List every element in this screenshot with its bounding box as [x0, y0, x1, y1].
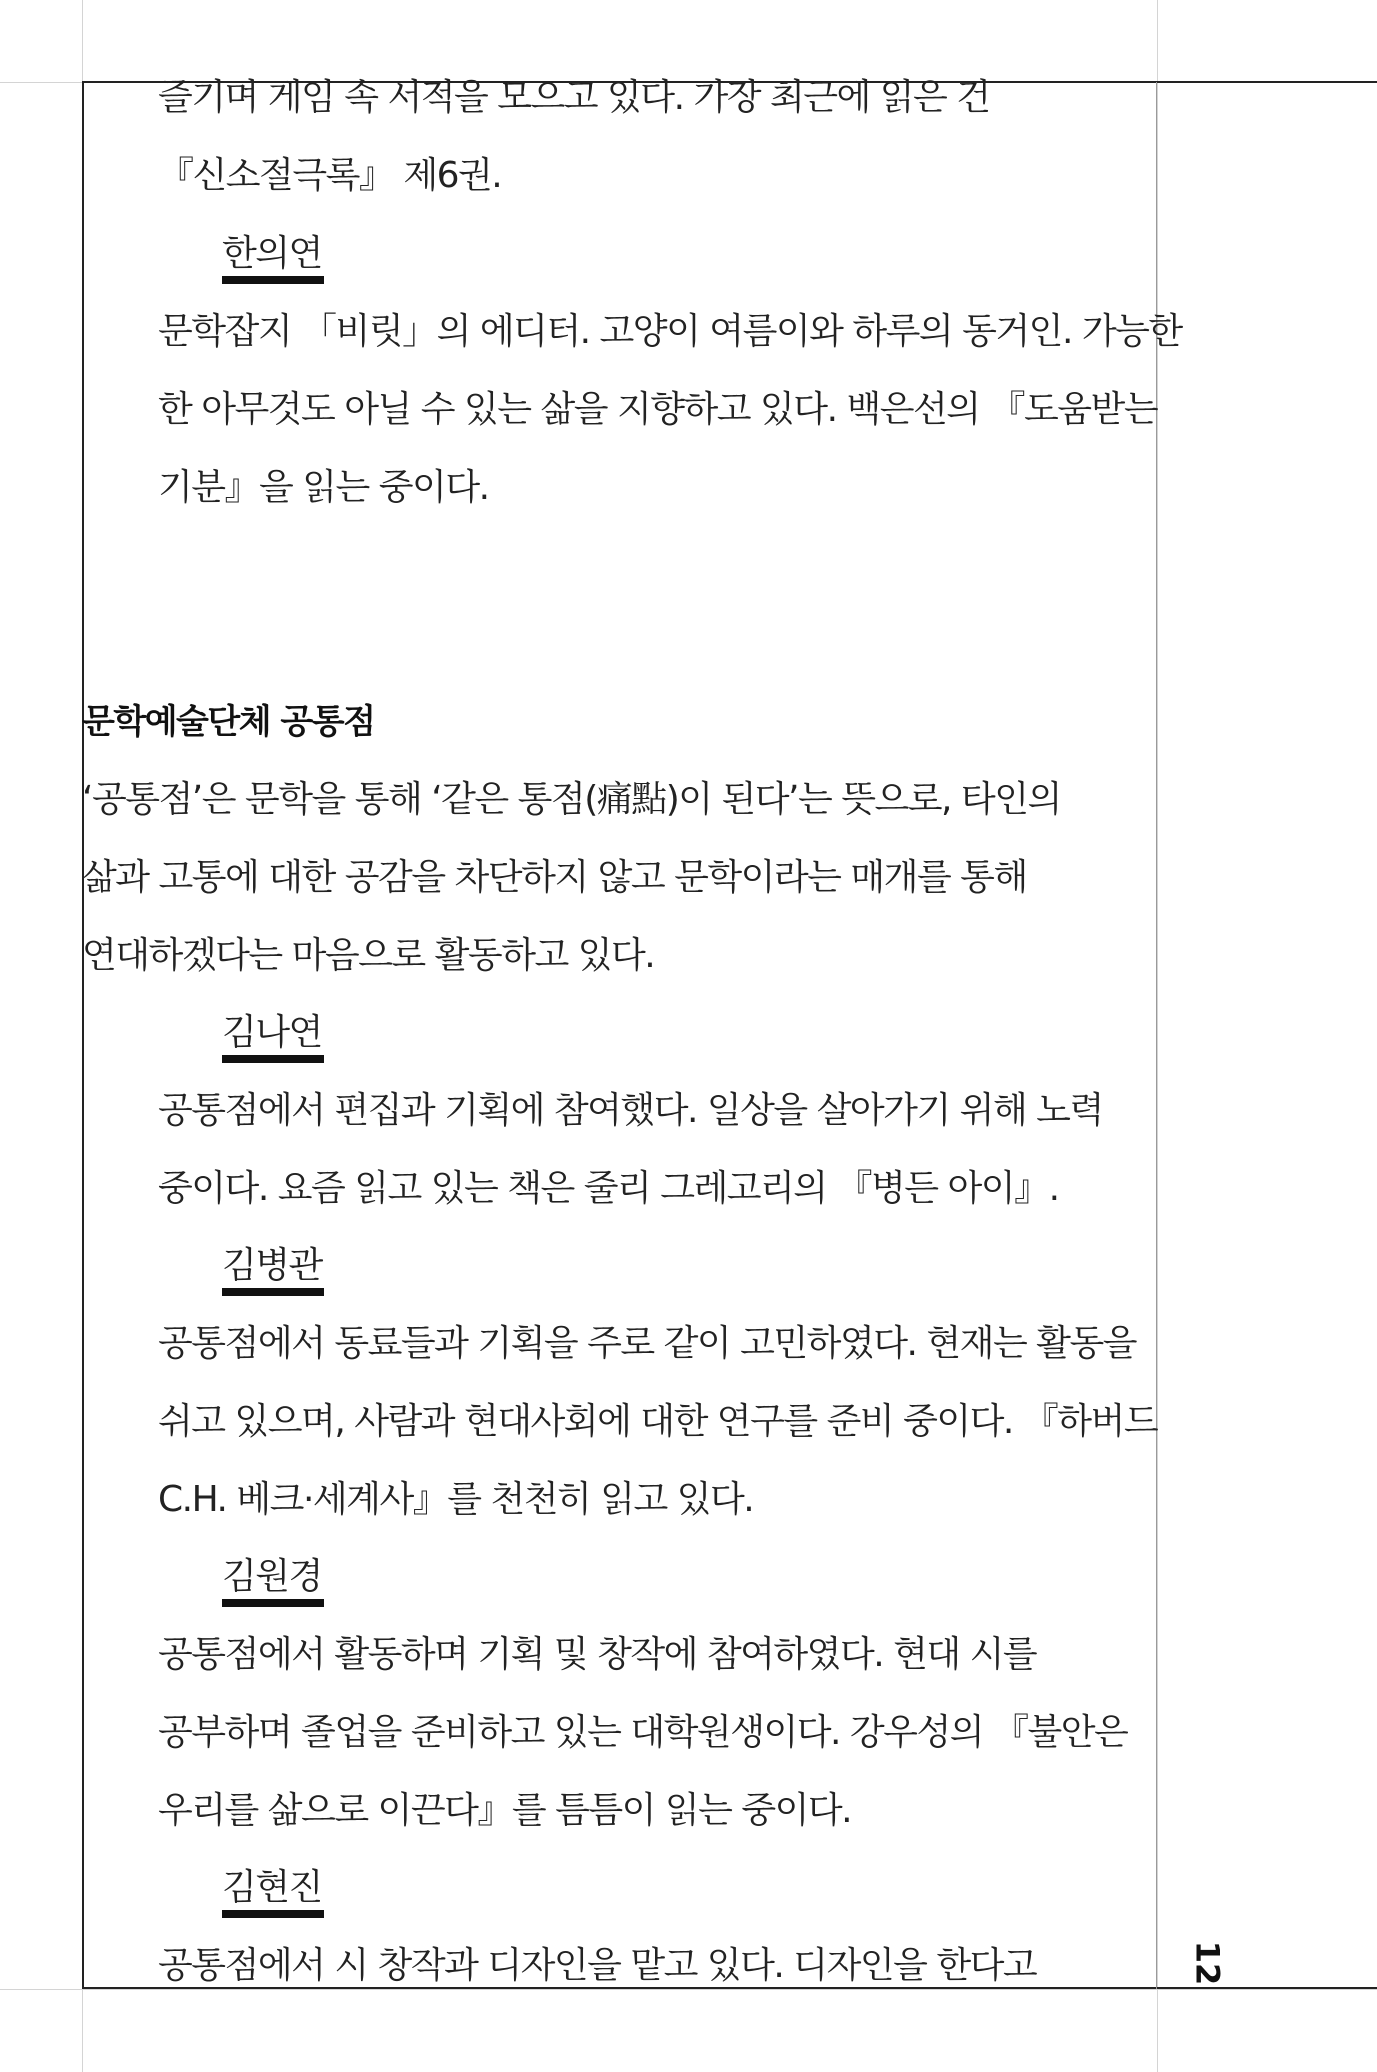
body-text-line: 공부하며 졸업을 준비하고 있는 대학원생이다. 강우성의 『불안은 — [158, 1712, 1128, 1753]
body-text-line: 공통점에서 활동하며 기획 및 창작에 참여하였다. 현대 시를 — [158, 1634, 1037, 1675]
section-intro-line: 연대하겠다는 마음으로 활동하고 있다. — [82, 935, 655, 976]
body-text-line: 즐기며 게임 속 서적을 모으고 있다. 가장 최근에 읽은 건 — [158, 77, 990, 118]
page-number: 12 — [1188, 1940, 1227, 1986]
body-text-line: 공통점에서 동료들과 기획을 주로 같이 고민하였다. 현재는 활동을 — [158, 1323, 1136, 1364]
name-underline-bar — [222, 1288, 324, 1296]
body-text-line: 문학잡지 「비릿」의 에디터. 고양이 여름이와 하루의 동거인. 가능한 — [158, 311, 1182, 352]
body-text-line: 우리를 삶으로 이끈다』를 틈틈이 읽는 중이다. — [158, 1790, 852, 1831]
member-name: 김나연 — [222, 1012, 322, 1053]
body-text-line: 공통점에서 시 창작과 디자인을 맡고 있다. 디자인을 한다고 — [158, 1945, 1037, 1986]
guide-line-bottom — [0, 1989, 1377, 1990]
name-underline-bar — [222, 276, 324, 284]
name-underline-bar — [222, 1055, 324, 1063]
body-text-line: 한 아무것도 아닐 수 있는 삶을 지향하고 있다. 백은선의 『도움받는 — [158, 389, 1158, 430]
page-frame-bottom-border — [1157, 1987, 1377, 1989]
page-frame-right-border — [1156, 82, 1157, 1989]
name-underline-bar — [222, 1599, 324, 1607]
body-text-line: 기분』을 읽는 중이다. — [158, 467, 489, 508]
body-text-line: 『신소절극록』 제6권. — [158, 155, 502, 196]
body-text-line: 공통점에서 편집과 기획에 참여했다. 일상을 살아가기 위해 노력 — [158, 1090, 1103, 1131]
body-text-line: 쉬고 있으며, 사람과 현대사회에 대한 연구를 준비 중이다. 『하버드 — [158, 1401, 1158, 1442]
member-name: 한의연 — [222, 233, 322, 274]
member-name: 김원경 — [222, 1556, 322, 1597]
body-text-line: C.H. 베크·세계사』를 천천히 읽고 있다. — [158, 1479, 754, 1520]
section-heading: 문학예술단체 공통점 — [82, 702, 375, 742]
member-name: 김병관 — [222, 1245, 322, 1286]
section-intro-line: ‘공통점’은 문학을 통해 ‘같은 통점(痛點)이 된다’는 뜻으로, 타인의 — [82, 779, 1061, 820]
member-name: 김현진 — [222, 1867, 322, 1908]
name-underline-bar — [222, 1910, 324, 1918]
section-intro-line: 삶과 고통에 대한 공감을 차단하지 않고 문학이라는 매개를 통해 — [82, 857, 1027, 898]
body-text-line: 중이다. 요즘 읽고 있는 책은 줄리 그레고리의 『병든 아이』. — [158, 1168, 1059, 1209]
